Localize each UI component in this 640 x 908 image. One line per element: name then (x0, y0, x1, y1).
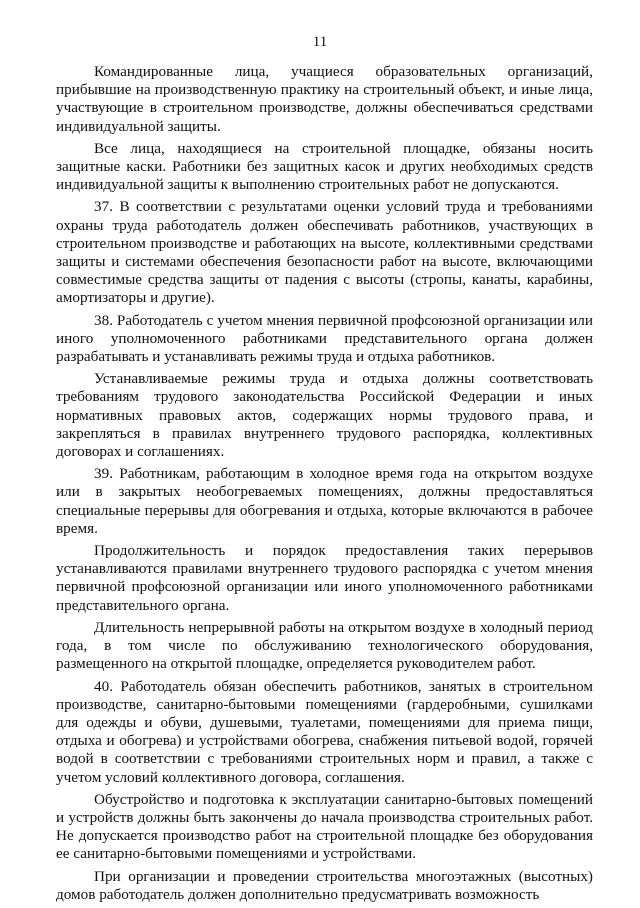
paragraph: 40. Работодатель обязан обеспечить работников, занятых в строительном производстве, санитарно-бытовыми помещениями (гардеробными, сушилками для одежды и обуви, душевыми, туалетами, помещениями для приема пищи, отдыха и обогрева) и устройствами обогрева, снабжения питьевой водой, горячей водой в соответствии с требованиями строительных норм и правил, а также с учетом условий коллективного договора, соглашения. (56, 677, 593, 786)
page-number: 11 (312, 34, 328, 50)
paragraph: Все лица, находящиеся на строительной площадке, обязаны носить защитные каски. Работники без защитных касок и других необходимых средств индивидуальной защиты к выполнению строительных работ не допускаются. (56, 139, 593, 194)
paragraph: Продолжительность и порядок предоставления таких перерывов устанавливаются правилами внутреннего трудового распорядка с учетом мнения первичной профсоюзной организации или иного уполномоченного работниками представительного органа. (56, 542, 593, 614)
paragraph: Устанавливаемые режимы труда и отдыха должны соответствовать требованиям трудового законодательства Российской Федерации и иных нормативных правовых актов, содержащих нормы трудового права, и закрепляться в правилах внутреннего трудового распорядка, коллективных договорах и соглашениях. (56, 370, 593, 461)
paragraph: 38. Работодатель с учетом мнения первичной профсоюзной организации или иного уполномоченного работниками представительного органа должен разрабатывать и устанавливать режимы труда и отдыха работников. (56, 311, 593, 366)
paragraph: 37. В соответствии с результатами оценки условий труда и требованиями охраны труда работодатель должен обеспечивать работников, участвующих в строительном производстве и работающих на высоте, коллективными средствами защиты и системами обеспечения безопасности работ на высоте, включающими совместимые средства защиты от падения с высоты (стропы, канаты, карабины, амортизаторы и другие). (56, 198, 593, 307)
paragraph: Командированные лица, учащиеся образовательных организаций, прибывшие на производственную практику на строительный объект, и иные лица, участвующие в строительном производстве, должны обеспечиваться средствами индивидуальной защиты. (56, 63, 593, 135)
paragraph: 39. Работникам, работающим в холодное время года на открытом воздухе или в закрытых необогреваемых помещениях, должны предоставляться специальные перерывы для обогревания и отдыха, которые включаются в рабочее время. (56, 465, 593, 537)
paragraph: Длительность непрерывной работы на открытом воздухе в холодный период года, в том числе по обслуживанию технологического оборудования, размещенного на открытой площадке, определяется руководителем работ. (56, 618, 593, 673)
document-body (56, 63, 593, 908)
paragraph: При организации и проведении строительства многоэтажных (высотных) домов работодатель должен дополнительно предусматривать возможность (56, 867, 593, 903)
paragraph: Обустройство и подготовка к эксплуатации санитарно-бытовых помещений и устройств должны быть закончены до начала производства строительных работ. Не допускается производство работ на строительной площадке без оборудования ее санитарно-бытовыми помещениями и устройствами. (56, 790, 593, 863)
